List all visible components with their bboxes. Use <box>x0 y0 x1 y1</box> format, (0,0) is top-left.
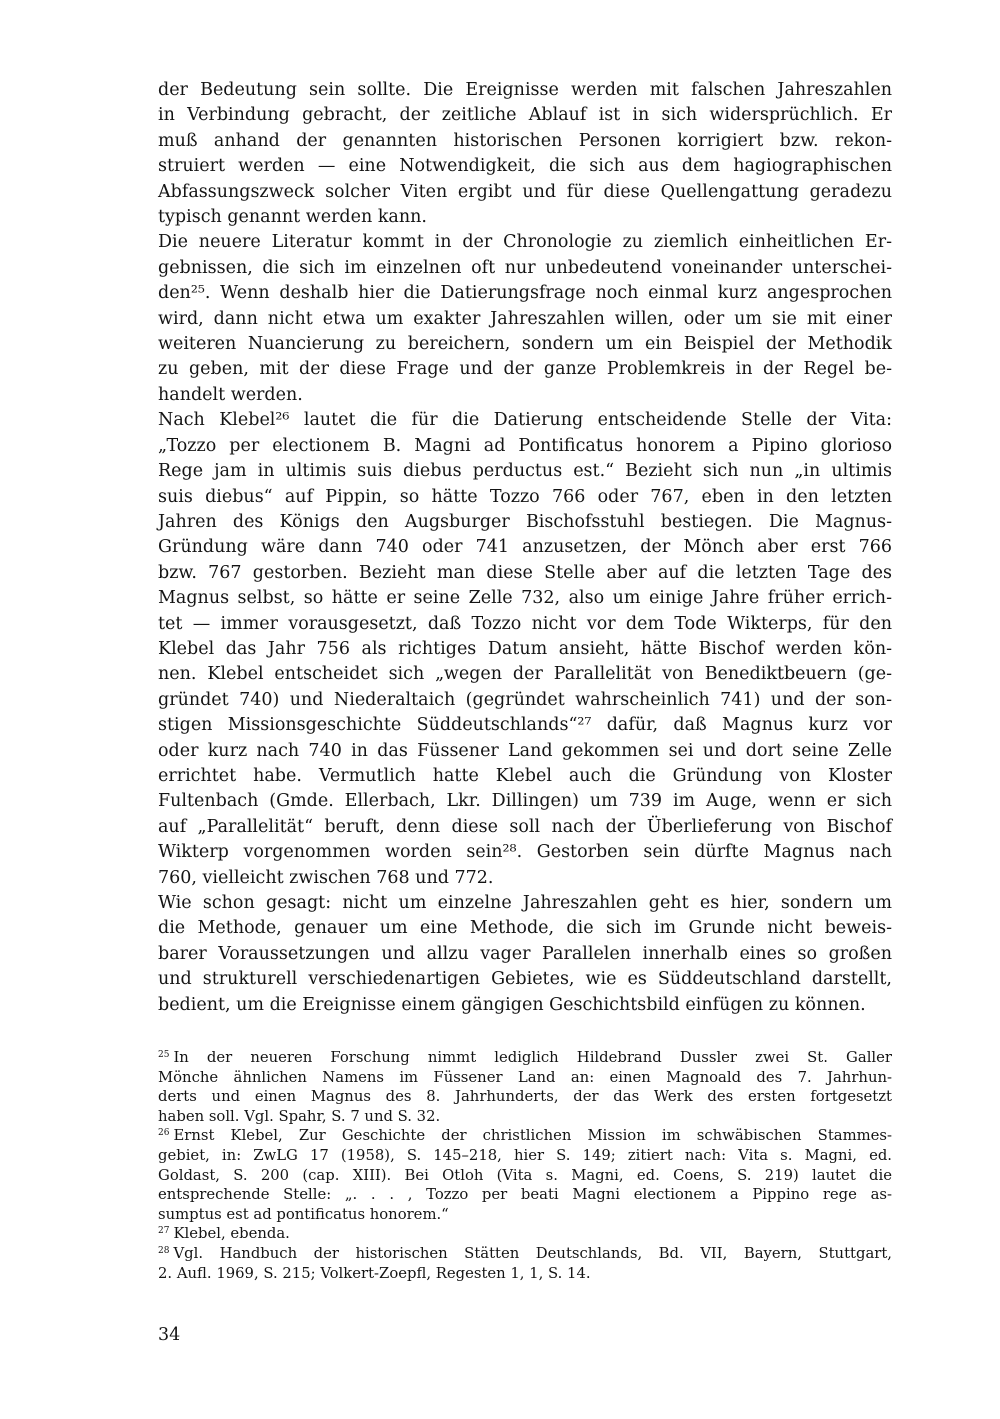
footnote-text: Ernst Klebel, Zur Geschichte der christlichen Mission im schwäbischen Stammes- <box>173 1127 892 1145</box>
text-line: Wikterp vorgenommen worden sein²⁸. Gestorben sein dürfte Magnus nach <box>158 842 892 863</box>
footnote-line: Mönche ähnlichen Namens im Füssener Land an: einen Magnoald des 7. Jahrhun- <box>158 1068 892 1086</box>
footnote-27 <box>158 1224 892 1244</box>
footnote-line: sumptus est ad pontificatus honorem.“ <box>158 1205 449 1223</box>
footnote-mark: 27 <box>158 1226 170 1237</box>
footnotes <box>158 1048 892 1283</box>
footnote-mark: 28 <box>158 1245 170 1256</box>
text-line: nen. Klebel entscheidet sich „wegen der Parallelität von Benediktbeuern (ge- <box>158 664 892 685</box>
text-line: der Bedeutung sein sollte. Die Ereignisse werden mit falschen Jahreszahlen <box>158 80 892 100</box>
text-line: in Verbindung gebracht, der zeitliche Ablauf ist in sich widersprüchlich. Er <box>158 105 892 126</box>
text-line: struiert werden — eine Notwendigkeit, die sich aus dem hagiographischen <box>158 156 892 177</box>
text-line: bedient, um die Ereignisse einem gängigen Geschichtsbild einfügen zu können. <box>158 994 866 1015</box>
text-line: Klebel das Jahr 756 als richtiges Datum ansieht, hätte Bischof werden kön- <box>158 638 892 659</box>
footnote-mark: 26 <box>158 1128 170 1139</box>
text-line: suis diebus“ auf Pippin, so hätte Tozzo 766 oder 767, eben in den letzten <box>158 486 892 507</box>
footnote-25 <box>158 1048 892 1126</box>
text-line: auf „Parallelität“ beruft, denn diese soll nach der Überlieferung von Bischof <box>158 816 892 837</box>
text-line: Jahren des Königs den Augsburger Bischofsstuhl bestiegen. Die Magnus- <box>158 511 892 532</box>
text-line: Gründung wäre dann 740 oder 741 anzusetzen, der Mönch aber erst 766 <box>158 537 892 558</box>
text-line: Nach Klebel²⁶ lautet die für die Datierung entscheidende Stelle der Vita: <box>158 410 892 431</box>
text-line: Wie schon gesagt: nicht um einzelne Jahreszahlen geht es hier, sondern um <box>158 893 892 913</box>
text-line: 760, vielleicht zwischen 768 und 772. <box>158 867 494 888</box>
text-line: und strukturell verschiedenartigen Gebietes, wie es Süddeutschland darstellt, <box>158 969 892 990</box>
paragraph <box>158 78 892 230</box>
footnote-text: Vgl. Handbuch der historischen Stätten Deutschlands, Bd. VII, Bayern, Stuttgart, <box>173 1244 892 1262</box>
text-line: Magnus selbst, so hätte er seine Zelle 732, also um einige Jahre früher errich- <box>158 588 892 609</box>
text-line: Fultenbach (Gmde. Ellerbach, Lkr. Dillingen) um 739 im Auge, wenn er sich <box>158 791 892 812</box>
footnote-line <box>158 1126 892 1146</box>
text-line: die Methode, genauer um eine Methode, die sich im Grunde nicht beweis- <box>158 918 892 939</box>
text-line: barer Voraussetzungen und allzu vager Parallelen innerhalb eines so großen <box>158 943 892 964</box>
footnote-line <box>158 1244 892 1264</box>
text-line: bzw. 767 gestorben. Bezieht man diese Stelle aber auf die letzten Tage des <box>158 562 892 583</box>
text-line: weiteren Nuancierung zu bereichern, sondern um ein Beispiel der Methodik <box>158 334 892 355</box>
footnote-26 <box>158 1126 892 1224</box>
text-line: den²⁵. Wenn deshalb hier die Datierungsfrage noch einmal kurz angesprochen <box>158 283 892 304</box>
text-line: muß anhand der genannten historischen Personen korrigiert bzw. rekon- <box>158 130 892 151</box>
text-line: tet — immer vorausgesetzt, daß Tozzo nicht vor dem Tode Wikterps, für den <box>158 613 892 634</box>
text-line: zu geben, mit der diese Frage und der ganze Problemkreis in der Regel be- <box>158 359 892 380</box>
paragraph <box>158 408 892 891</box>
text-line: Die neuere Literatur kommt in der Chronologie zu ziemlich einheitlichen Er- <box>158 232 892 253</box>
footnote-line: haben soll. Vgl. Spahr, S. 7 und S. 32. <box>158 1107 441 1125</box>
main-text <box>158 78 892 1018</box>
text-line: gebnissen, die sich im einzelnen oft nur unbedeutend voneinander unterschei- <box>158 257 892 278</box>
footnote-line: entsprechende Stelle: „. . . , Tozzo per beati Magni electionem a Pippino rege as- <box>158 1186 892 1204</box>
footnote-line: Goldast, S. 200 (cap. XIII). Bei Otloh (Vita s. Magni, ed. Coens, S. 219) lautet die <box>158 1166 892 1184</box>
footnote-line: gebiet, in: ZwLG 17 (1958), S. 145–218, hier S. 149; zitiert nach: Vita s. Magni, ed. <box>158 1146 892 1164</box>
text-line: errichtet habe. Vermutlich hatte Klebel auch die Gründung von Kloster <box>158 765 892 786</box>
text-line: handelt werden. <box>158 384 303 405</box>
text-line: „Tozzo per electionem B. Magni ad Pontificatus honorem a Pipino glorioso <box>158 435 892 456</box>
text-line: Abfassungszweck solcher Viten ergibt und für diese Quellengattung geradezu <box>158 181 892 202</box>
footnote-mark: 25 <box>158 1050 170 1060</box>
footnote-28 <box>158 1244 892 1283</box>
footnote-text: In der neueren Forschung nimmt lediglich Hildebrand Dussler zwei St. Galler <box>173 1049 892 1066</box>
text-line: Rege jam in ultimis suis diebus perductus est.“ Bezieht sich nun „in ultimis <box>158 461 892 482</box>
page-number: 34 <box>158 1325 181 1345</box>
footnote-line: derts und einen Magnus des 8. Jahrhunderts, der das Werk des ersten fortgesetzt <box>158 1088 892 1106</box>
paragraph <box>158 891 892 1018</box>
footnote-line: 2. Aufl. 1969, S. 215; Volkert-Zoepfl, Regesten 1, 1, S. 14. <box>158 1264 591 1282</box>
paragraph <box>158 230 892 408</box>
text-line: stigen Missionsgeschichte Süddeutschlands“²⁷ dafür, daß Magnus kurz vor <box>158 715 892 736</box>
text-line: wird, dann nicht etwa um exakter Jahreszahlen willen, oder um sie mit einer <box>158 308 892 329</box>
text-line: oder kurz nach 740 in das Füssener Land gekommen sei und dort seine Zelle <box>158 740 892 761</box>
text-line: typisch genannt werden kann. <box>158 207 427 228</box>
footnote-line <box>158 1224 892 1244</box>
text-line: gründet 740) und Niederaltaich (gegründet wahrscheinlich 741) und der son- <box>158 689 892 710</box>
footnote-text: Klebel, ebenda. <box>173 1225 290 1243</box>
footnote-line <box>158 1048 892 1068</box>
